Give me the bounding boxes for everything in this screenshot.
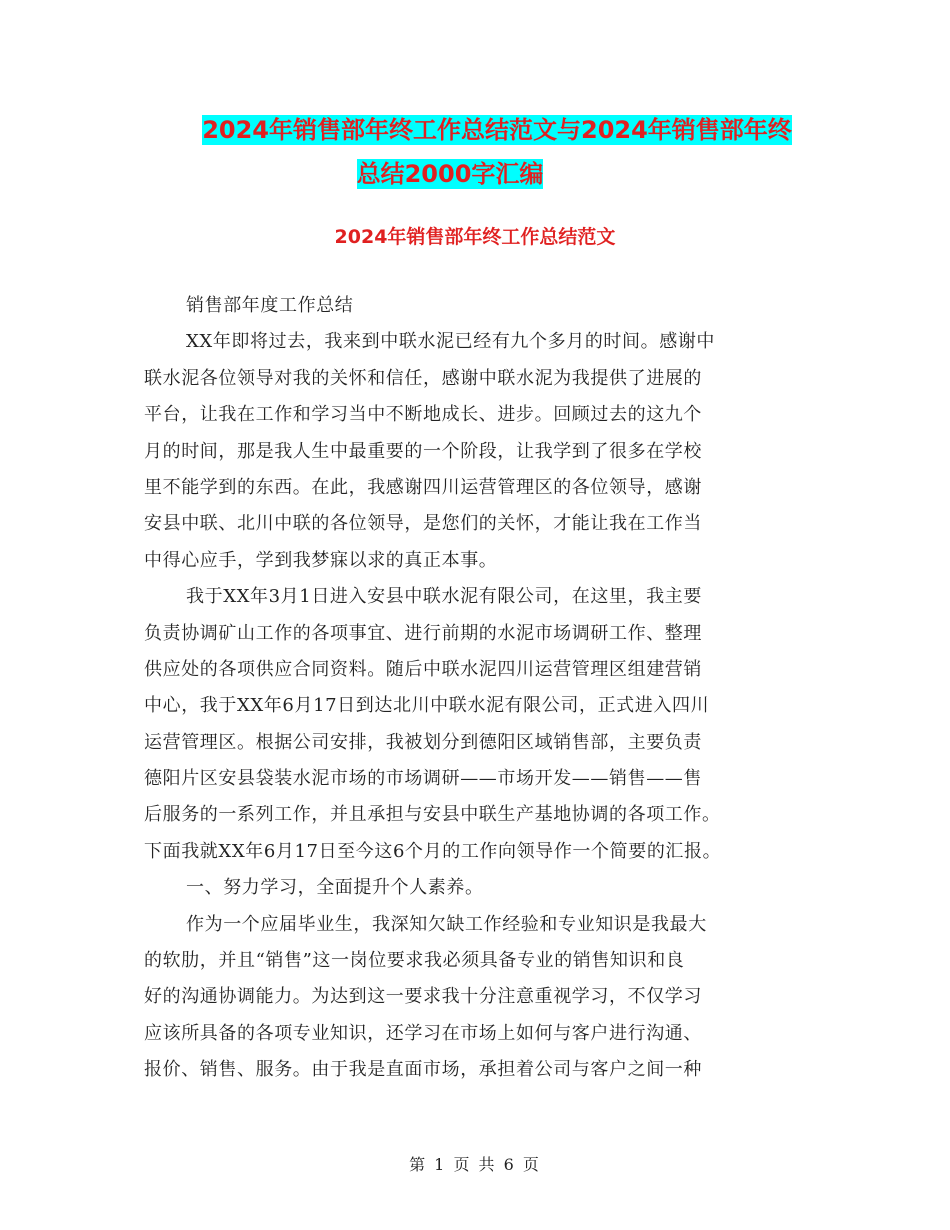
text-line: 中得心应手，学到我梦寐以求的真正本事。 bbox=[144, 549, 498, 571]
title-highlight: 2024年销售部年终工作总结范文与2024年销售部年终 bbox=[202, 116, 792, 144]
text-line: 的软肋，并且“销售”这一岗位要求我必须具备专业的销售知识和良 bbox=[144, 950, 685, 972]
text-line: 作为一个应届毕业生，我深知欠缺工作经验和专业知识是我最大 bbox=[186, 913, 707, 935]
text-line: XX年即将过去，我来到中联水泥已经有九个多月的时间。感谢中 bbox=[186, 331, 716, 353]
text-line: 供应处的各项供应合同资料。随后中联水泥四川运营管理区组建营销 bbox=[144, 658, 702, 680]
text-line: 销售部年度工作总结 bbox=[186, 295, 354, 316]
title-highlight: 总结2000字汇编 bbox=[356, 160, 544, 188]
text-line: 应该所具备的各项专业知识，还学习在市场上如何与客户进行沟通、 bbox=[144, 1022, 702, 1044]
text-line: 下面我就XX年6月17日至今这6个月的工作向领导作一个简要的汇报。 bbox=[144, 840, 722, 862]
text-line: 后服务的一系列工作，并且承担与安县中联生产基地协调的各项工作。 bbox=[144, 804, 721, 826]
text-line: 安县中联、北川中联的各位领导，是您们的关怀，才能让我在工作当 bbox=[144, 513, 702, 535]
document-title-line-1 bbox=[22, 114, 950, 146]
text-line: 我于XX年3月1日进入安县中联水泥有限公司，在这里，我主要 bbox=[186, 586, 702, 608]
document-title-line-2 bbox=[0, 158, 925, 190]
section-title: 2024年销售部年终工作总结范文 bbox=[334, 226, 616, 248]
text-line: 报价、销售、服务。由于我是直面市场，承担着公司与客户之间一种 bbox=[144, 1059, 702, 1081]
text-line: 中心，我于XX年6月17日到达北川中联水泥有限公司，正式进入四川 bbox=[144, 695, 710, 717]
text-line: 月的时间，那是我人生中最重要的一个阶段，让我学到了很多在学校 bbox=[144, 440, 702, 462]
text-line: 联水泥各位领导对我的关怀和信任，感谢中联水泥为我提供了进展的 bbox=[144, 367, 702, 389]
text-line: 负责协调矿山工作的各项事宜、进行前期的水泥市场调研工作、整理 bbox=[144, 622, 702, 644]
text-line: 平台，让我在工作和学习当中不断地成长、进步。回顾过去的这九个 bbox=[144, 404, 702, 426]
text-line: 里不能学到的东西。在此，我感谢四川运营管理区的各位领导，感谢 bbox=[144, 476, 702, 498]
text-line: 运营管理区。根据公司安排，我被划分到德阳区域销售部，主要负责 bbox=[144, 731, 702, 753]
page-number-footer: 第 1 页 共 6 页 bbox=[409, 1155, 541, 1174]
text-line: 一、努力学习，全面提升个人素养。 bbox=[186, 877, 484, 899]
text-line: 好的沟通协调能力。为达到这一要求我十分注意重视学习，不仅学习 bbox=[144, 986, 702, 1008]
text-line: 德阳片区安县袋装水泥市场的市场调研——市场开发——销售——售 bbox=[144, 768, 702, 790]
document-body bbox=[144, 288, 834, 1089]
